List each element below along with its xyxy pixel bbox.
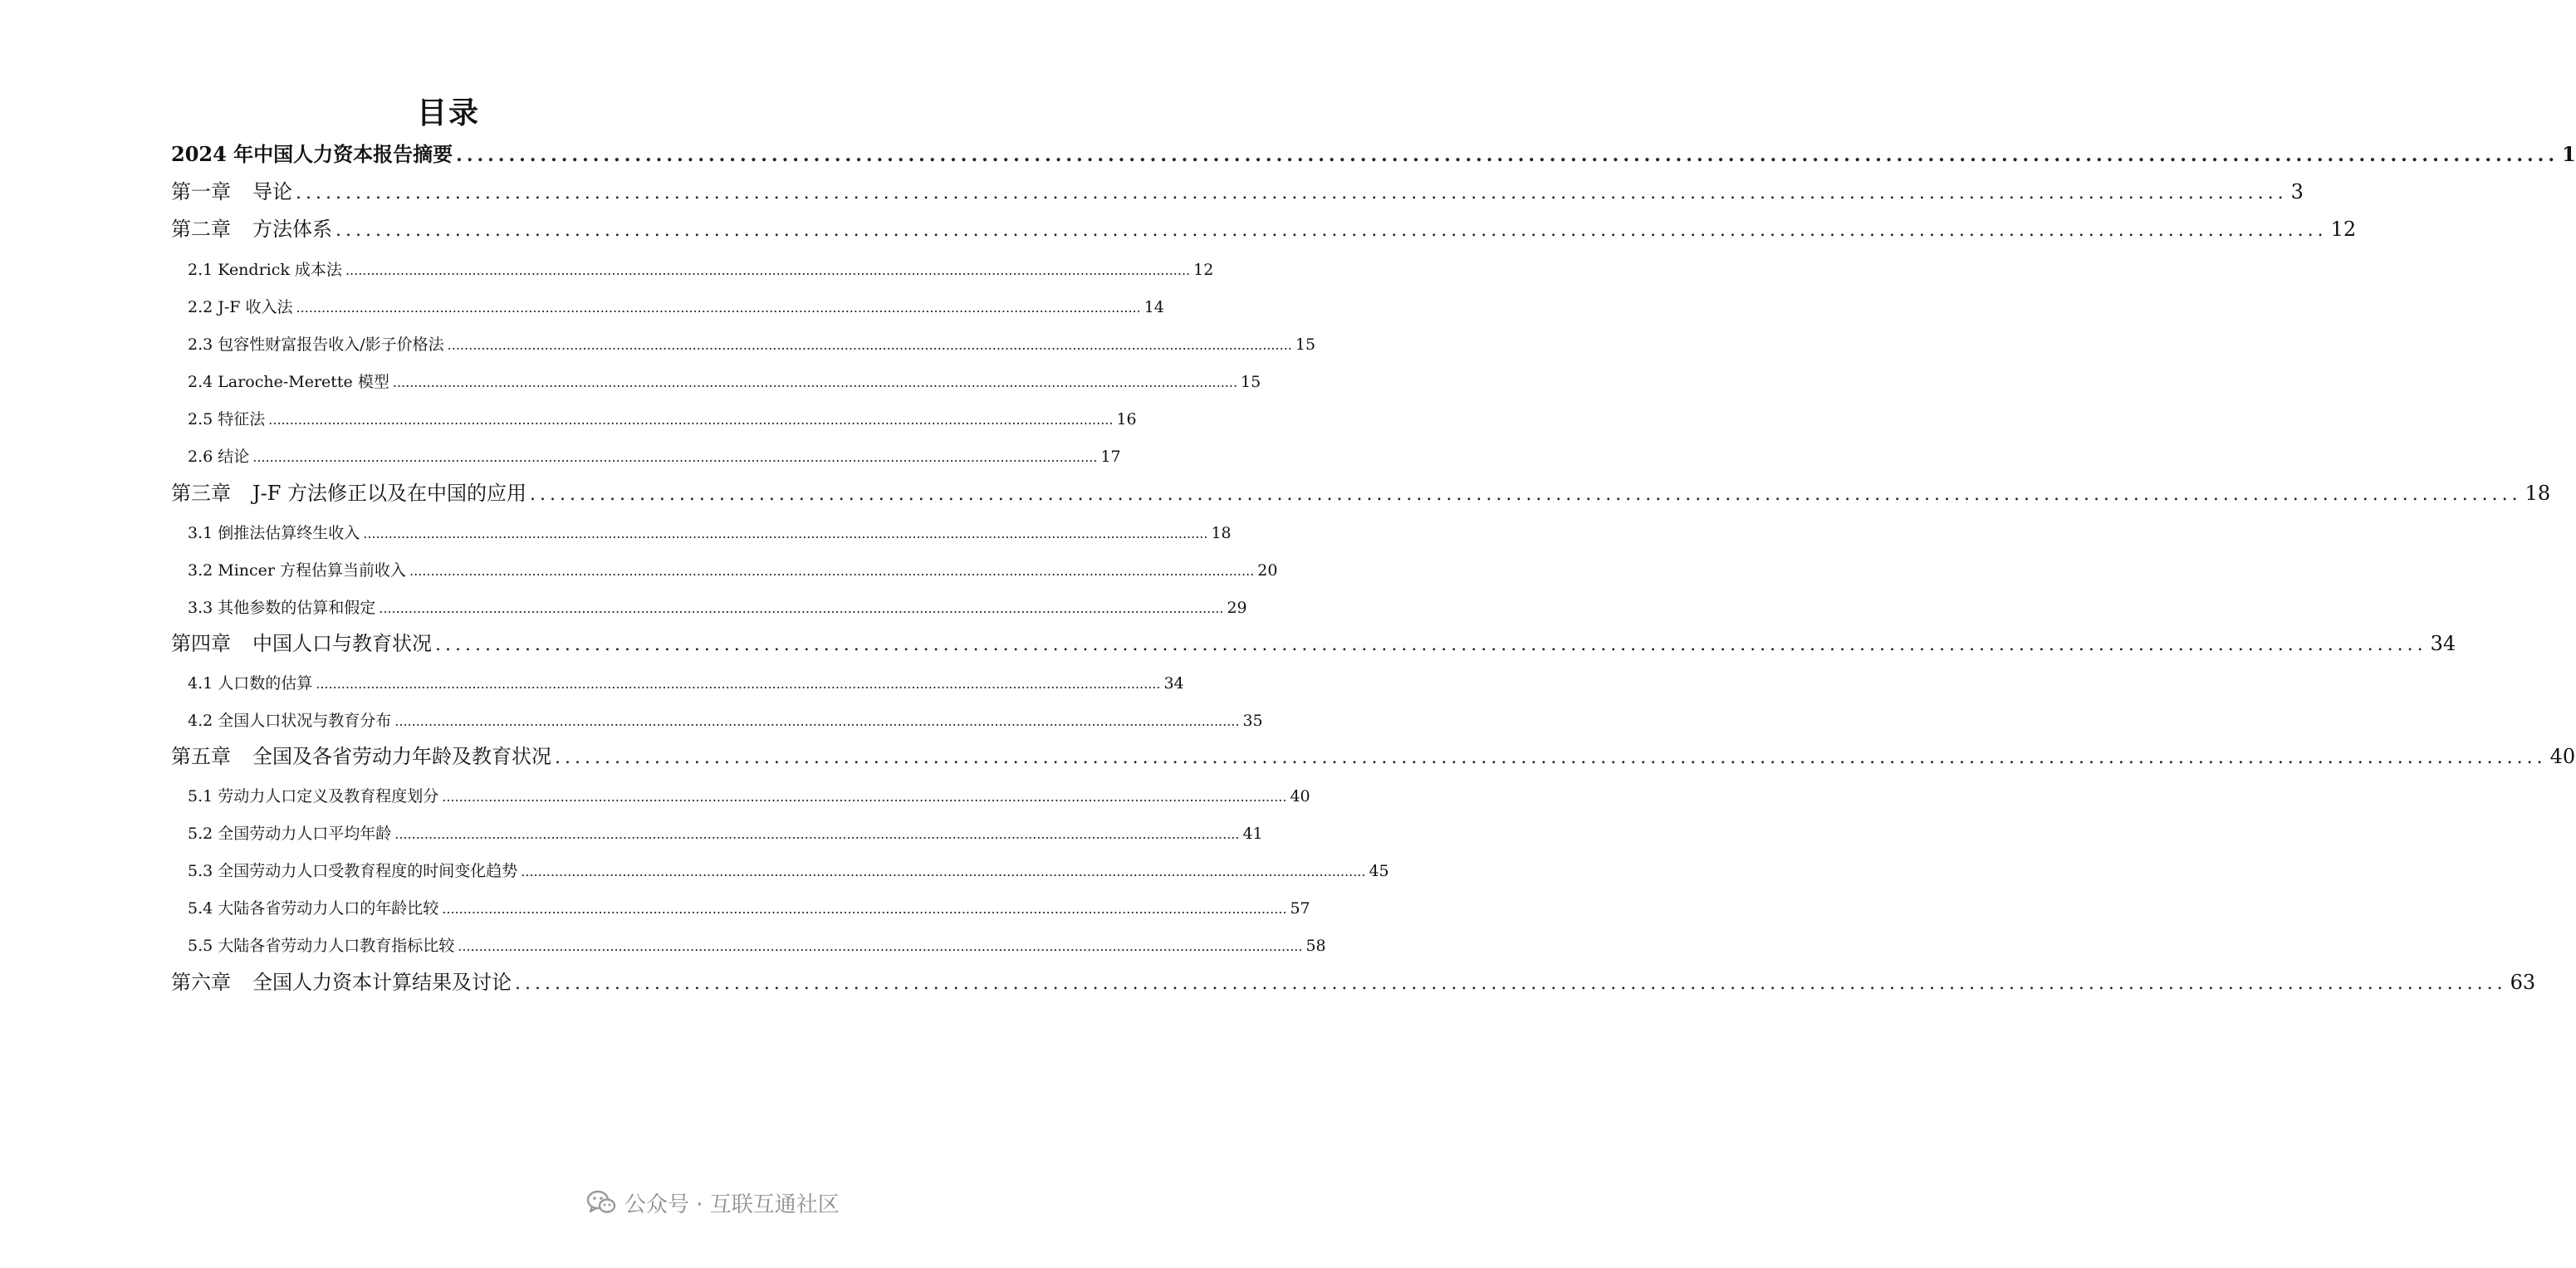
toc-section-row[interactable] xyxy=(188,296,1164,319)
toc-leader-dots: ........................................................................................................................................................................................................ xyxy=(394,826,1240,842)
toc-section-row[interactable] xyxy=(188,823,1263,845)
toc-page-number: 1 xyxy=(2562,142,2576,166)
toc-entry-title: 2.4 Laroche-Merette 模型 xyxy=(188,373,389,391)
toc-section-row[interactable] xyxy=(188,560,1278,582)
toc-section-row[interactable] xyxy=(188,409,1137,431)
toc-leader-dots: ........................................................................................................................................................................................................ xyxy=(363,526,1208,541)
toc-page-number: 45 xyxy=(1369,862,1389,880)
toc-page-number: 17 xyxy=(1100,448,1121,466)
toc-leader-dots: ........................................................................................................................................................................................................ xyxy=(442,789,1287,805)
toc-entry-title: 5.1 劳动力人口定义及教育程度划分 xyxy=(188,787,439,805)
toc-leader-dots: ........................................................................................................................................................................................................ xyxy=(335,220,2328,241)
toc-page-number: 14 xyxy=(1144,298,1164,316)
toc-leader-dots: ........................................................................................................................................................................................................ xyxy=(296,183,2288,203)
toc-entry-title: 4.2 全国人口状况与教育分布 xyxy=(188,712,392,730)
toc-entry-title: 全国人力资本计算结果及讨论 xyxy=(252,971,512,994)
toc-leader-dots: ........................................................................................................................................................................................................ xyxy=(394,713,1240,729)
toc-leader-dots: ........................................................................................................................................................................................................ xyxy=(392,375,1238,390)
toc-page-number: 3 xyxy=(2290,180,2304,203)
toc-entry-title: 5.3 全国劳动力人口受教育程度的时间变化趋势 xyxy=(188,862,518,880)
toc-page-number: 41 xyxy=(1242,825,1263,843)
toc-entry-title: 5.5 大陆各省劳动力人口教育指标比较 xyxy=(188,937,455,955)
toc-entry-title: 3.3 其他参数的估算和假定 xyxy=(188,599,376,617)
toc-page-number: 63 xyxy=(2510,971,2536,994)
toc-entry-title: J-F 方法修正以及在中国的应用 xyxy=(252,482,527,505)
toc-chapter-row[interactable] xyxy=(171,141,2576,169)
toc-section-row[interactable] xyxy=(188,898,1310,920)
watermark-text: 公众号 · 互联互通社区 xyxy=(624,1192,840,1217)
page-title: 目录 xyxy=(416,95,480,130)
toc-leader-dots: ........................................................................................................................................................................................................ xyxy=(296,300,1141,316)
toc-section-row[interactable] xyxy=(188,259,1214,282)
toc-page-number: 15 xyxy=(1295,335,1316,354)
toc-entry-title: 5.4 大陆各省劳动力人口的年龄比较 xyxy=(188,899,439,918)
toc-leader-dots: ........................................................................................................................................................................................................ xyxy=(316,676,1161,692)
toc-leader-dots: ........................................................................................................................................................................................................ xyxy=(447,337,1292,353)
toc-chapter-row[interactable] xyxy=(171,216,2357,244)
toc-entry-title: 2.3 包容性财富报告收入/影子价格法 xyxy=(188,335,444,354)
toc-section-row[interactable] xyxy=(188,597,1247,619)
watermark xyxy=(586,1186,840,1219)
toc-section-row[interactable] xyxy=(188,710,1263,732)
toc-chapter-row[interactable] xyxy=(171,743,2576,771)
toc-section-row[interactable] xyxy=(188,371,1261,394)
toc-entry-title: 导论 xyxy=(252,180,292,203)
toc-leader-dots: ........................................................................................................................................................................................................ xyxy=(458,938,1303,954)
toc-leader-dots: ........................................................................................................................................................................................................ xyxy=(435,634,2427,655)
toc-leader-dots: ........................................................................................................................................................................................................ xyxy=(521,864,1366,879)
toc-entry-title: 2024 年中国人力资本报告摘要 xyxy=(171,142,453,166)
toc-leader-dots: ........................................................................................................................................................................................................ xyxy=(252,449,1098,465)
toc-entry-title: 3.2 Mincer 方程估算当前收入 xyxy=(188,561,407,580)
toc-page-number: 12 xyxy=(2330,218,2357,241)
toc-section-row[interactable] xyxy=(188,860,1389,883)
toc-page-number: 58 xyxy=(1305,937,1326,955)
toc-section-row[interactable] xyxy=(188,673,1184,695)
toc-entry-title: 全国及各省劳动力年龄及教育状况 xyxy=(252,745,551,768)
toc-section-row[interactable] xyxy=(188,334,1316,356)
toc-chapter-number: 第六章 xyxy=(171,971,231,994)
toc-page-number: 18 xyxy=(1211,524,1232,542)
toc-entry-title: 2.2 J-F 收入法 xyxy=(188,298,293,316)
toc-section-row[interactable] xyxy=(188,935,1326,957)
toc-page-number: 15 xyxy=(1241,373,1261,391)
toc-page-number: 29 xyxy=(1227,599,1247,617)
toc-entry-title: 3.1 倒推法估算终生收入 xyxy=(188,524,360,542)
toc-page-number: 40 xyxy=(2549,745,2576,768)
toc-leader-dots: ........................................................................................................................................................................................................ xyxy=(530,484,2522,505)
toc-page-number: 35 xyxy=(1242,712,1263,730)
toc-page-number: 16 xyxy=(1116,410,1137,428)
toc-section-row[interactable] xyxy=(188,522,1232,545)
toc-entry-title: 2.5 特征法 xyxy=(188,410,266,428)
toc-chapter-number: 第三章 xyxy=(171,482,231,505)
toc-page-number: 18 xyxy=(2525,482,2551,505)
toc-entry-title: 4.1 人口数的估算 xyxy=(188,674,313,693)
toc-entry-title: 中国人口与教育状况 xyxy=(252,632,432,655)
toc-entry-title: 方法体系 xyxy=(252,218,332,241)
toc-leader-dots: ........................................................................................................................................................................................................ xyxy=(456,144,2559,166)
toc-chapter-row[interactable] xyxy=(171,179,2304,207)
toc-page-number: 34 xyxy=(1163,674,1184,693)
toc-leader-dots: ........................................................................................................................................................................................................ xyxy=(268,412,1114,428)
toc-section-row[interactable] xyxy=(188,446,1121,468)
toc-leader-dots: ........................................................................................................................................................................................................ xyxy=(442,901,1287,917)
toc-page-number: 12 xyxy=(1193,261,1214,279)
toc-chapter-number: 第二章 xyxy=(171,218,231,241)
toc-leader-dots: ........................................................................................................................................................................................................ xyxy=(555,747,2547,768)
toc-chapter-row[interactable] xyxy=(171,969,2536,997)
toc-entry-title: 2.1 Kendrick 成本法 xyxy=(188,261,342,279)
toc-chapter-row[interactable] xyxy=(171,630,2456,658)
toc-page-number: 34 xyxy=(2430,632,2456,655)
toc-page-number: 57 xyxy=(1290,899,1310,918)
toc-chapter-number: 第五章 xyxy=(171,745,231,768)
toc-leader-dots: ........................................................................................................................................................................................................ xyxy=(345,262,1191,278)
toc-chapter-row[interactable] xyxy=(171,480,2551,508)
toc-page-number: 40 xyxy=(1290,787,1310,805)
toc-entry-title: 5.2 全国劳动力人口平均年龄 xyxy=(188,825,392,843)
wechat-icon xyxy=(586,1189,616,1216)
toc-leader-dots: ........................................................................................................................................................................................................ xyxy=(515,973,2507,994)
toc-entry-title: 2.6 结论 xyxy=(188,448,250,466)
toc-page-number: 20 xyxy=(1257,561,1278,580)
toc-chapter-number: 第四章 xyxy=(171,632,231,655)
toc-section-row[interactable] xyxy=(188,786,1310,808)
toc-chapter-number: 第一章 xyxy=(171,180,231,203)
toc-leader-dots: ........................................................................................................................................................................................................ xyxy=(409,563,1255,579)
toc-leader-dots: ........................................................................................................................................................................................................ xyxy=(379,600,1224,616)
